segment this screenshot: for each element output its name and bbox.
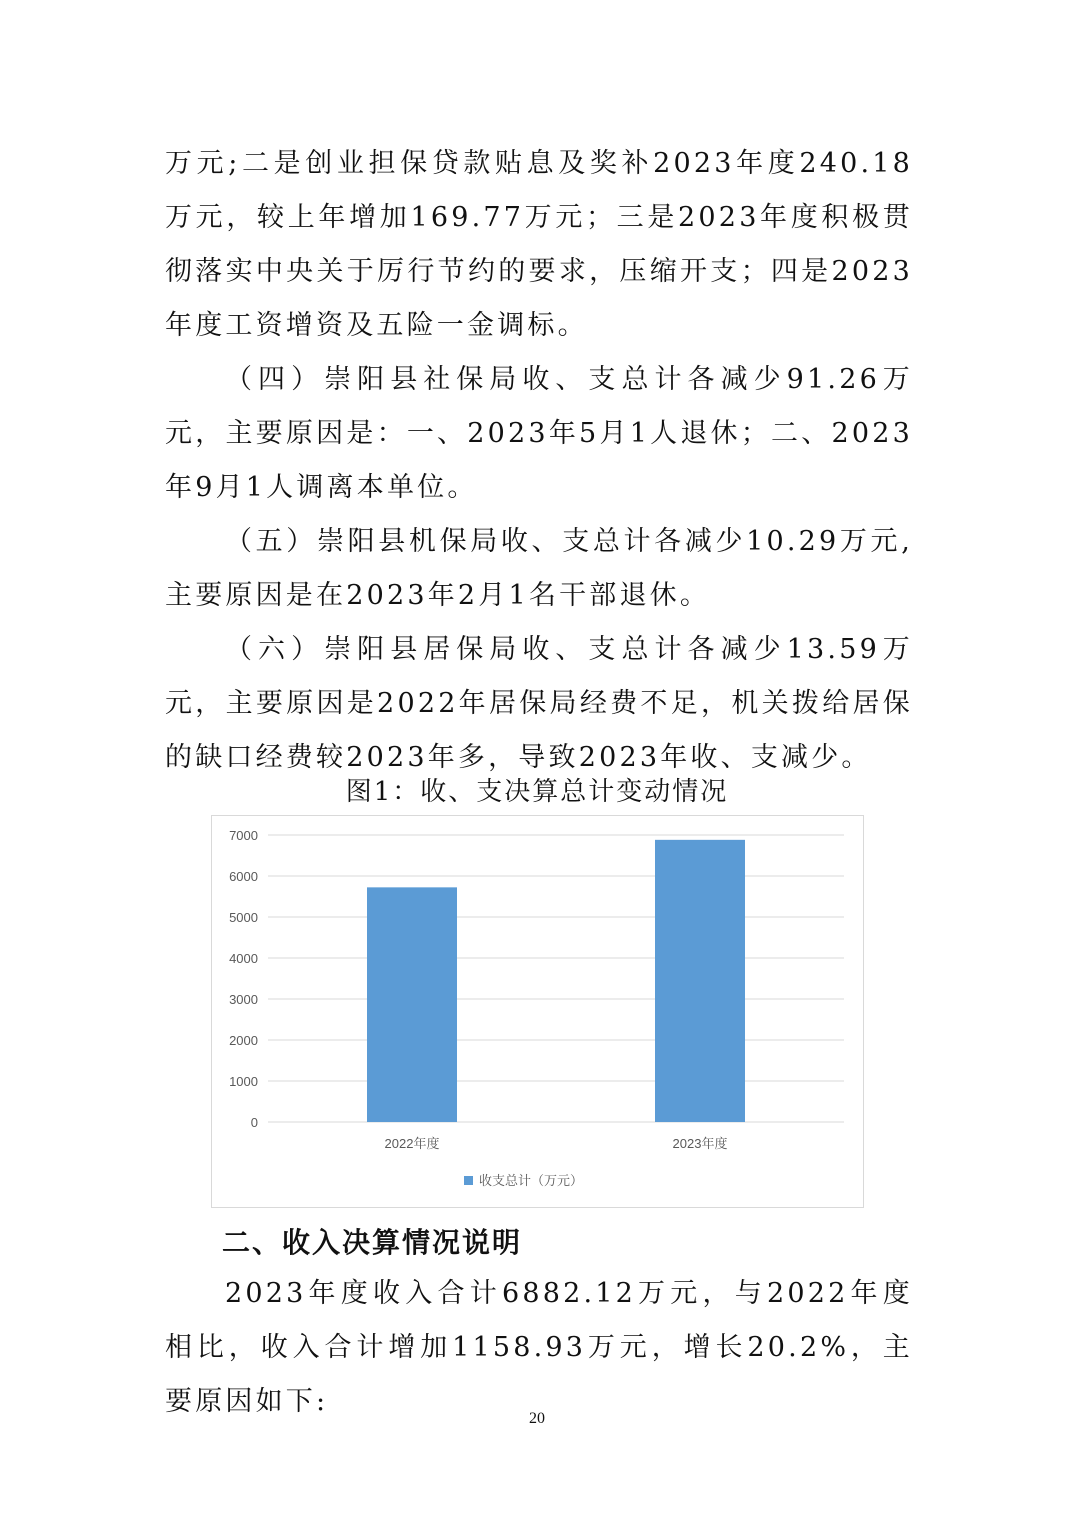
bar-chart: [211, 815, 864, 1208]
page-number: 20: [529, 1410, 545, 1427]
paragraph-3: （五）崇阳县机保局收、支总计各减少10.29万元,主要原因是在2023年2月1名干部退休。: [165, 526, 913, 611]
bar: [655, 840, 745, 1122]
chart-frame: [212, 816, 864, 1208]
y-tick-label: 2000: [229, 1033, 258, 1048]
y-tick-label: 1000: [229, 1074, 258, 1089]
section-heading: 二、收入决算情况说明: [222, 1226, 523, 1259]
legend: [464, 1173, 583, 1188]
paragraph-1: 万元;二是创业担保贷款贴息及奖补2023年度240.18万元，较上年增加169.77万元；三是2023年度积极贯彻落实中央关于厉行节约的要求，压缩开支；四是2023年度工资增资及五险一金调标。: [165, 148, 913, 341]
legend-label: 收支总计（万元）: [479, 1173, 584, 1188]
body-text-bottom: [165, 1267, 913, 1429]
y-tick-label: 4000: [229, 951, 258, 966]
x-tick-label: 2022年度: [384, 1136, 440, 1151]
y-tick-label: 7000: [229, 828, 258, 843]
x-tick-label: 2023年度: [672, 1136, 728, 1151]
y-tick-label: 6000: [229, 869, 258, 884]
paragraph-5: 2023年度收入合计6882.12万元，与2022年度相比，收入合计增加1158.93万元，增长20.2%，主要原因如下:: [165, 1278, 913, 1417]
paragraph-4: （六）崇阳县居保局收、支总计各减少13.59万元，主要原因是2022年居保局经费不足，机关拨给居保的缺口经费较2023年多，导致2023年收、支减少。: [165, 634, 913, 773]
body-text-top: [165, 137, 913, 785]
y-tick-label: 5000: [229, 910, 258, 925]
paragraph-2: （四）崇阳县社保局收、支总计各减少91.26万元，主要原因是：一、2023年5月1人退休；二、2023年9月1人调离本单位。: [165, 364, 913, 503]
figure-caption: 图1：收、支决算总计变动情况: [345, 777, 729, 807]
bar: [367, 887, 457, 1122]
y-tick-label: 3000: [229, 992, 258, 1007]
y-tick-label: 0: [250, 1115, 258, 1130]
legend-swatch: [464, 1176, 473, 1185]
